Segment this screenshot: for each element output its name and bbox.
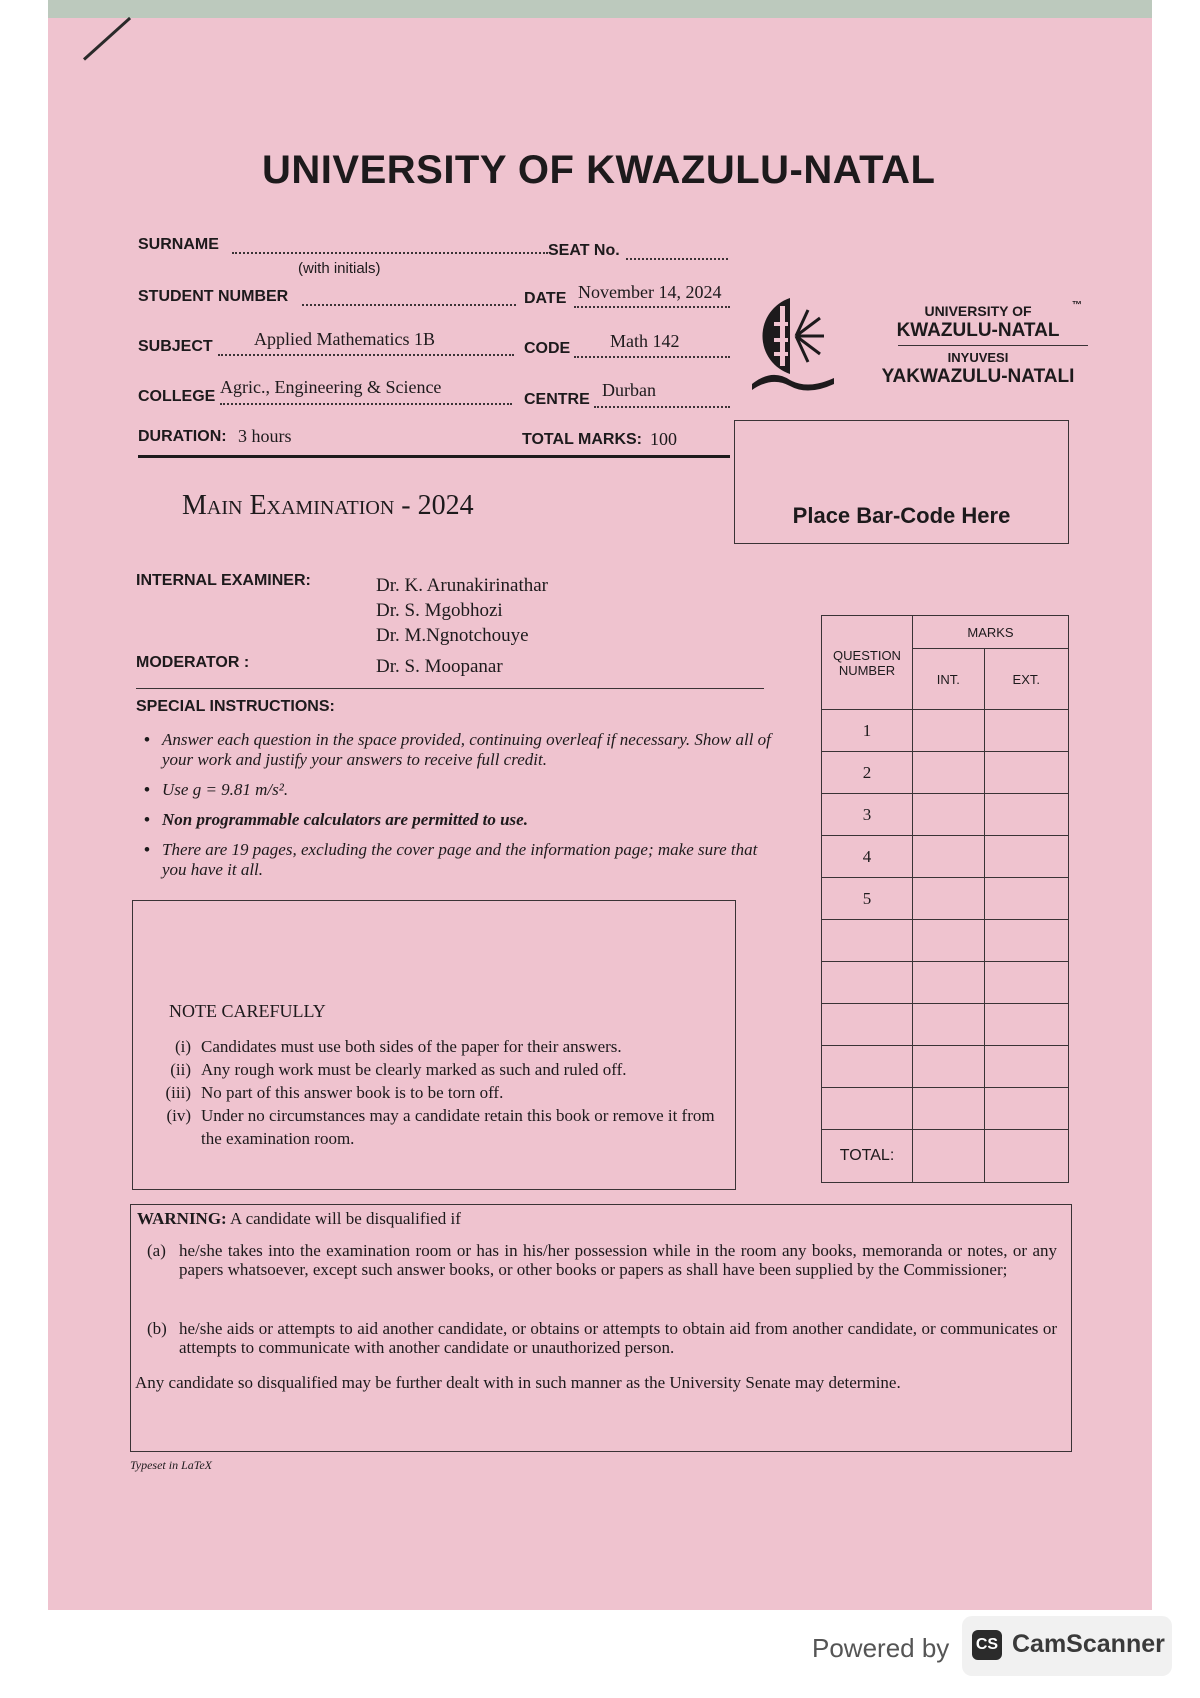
- subject-label: SUBJECT: [138, 338, 213, 355]
- int-header: INT.: [913, 649, 985, 710]
- table-row: [822, 878, 1069, 920]
- examiner-name: Dr. M.Ngnotchouye: [376, 625, 529, 646]
- question-number: 1: [822, 710, 913, 752]
- int-mark-cell: [913, 1088, 985, 1130]
- ext-mark-cell: [984, 962, 1068, 1004]
- student-number-label: STUDENT NUMBER: [138, 288, 289, 305]
- int-mark-cell: [913, 962, 985, 1004]
- ext-mark-cell: [984, 794, 1068, 836]
- scan-top-strip: [48, 0, 1152, 18]
- int-mark-cell: [913, 1004, 985, 1046]
- date-field: [574, 306, 730, 308]
- duration-value: 3 hours: [238, 426, 292, 446]
- total-row: [822, 1130, 1069, 1183]
- logo-line4: YAKWAZULU-NATALI: [881, 366, 1075, 387]
- warning-text: he/she takes into the examination room or has in his/her possession while in the room any books, memoranda or notes, or any papers whatsoever, except such answer books, or other books or papers as shall have been supplied by the Commissioner;: [179, 1241, 1057, 1279]
- seat-field: [626, 258, 728, 260]
- question-number: 5: [822, 878, 913, 920]
- barcode-box: [734, 420, 1069, 544]
- ext-mark-cell: [984, 1088, 1068, 1130]
- total-label: TOTAL:: [822, 1130, 913, 1183]
- examiner-rule: [136, 688, 764, 689]
- ext-header: EXT.: [984, 649, 1068, 710]
- question-number: 3: [822, 794, 913, 836]
- question-number: [822, 920, 913, 962]
- table-row: [822, 1046, 1069, 1088]
- surname-field: [232, 252, 548, 254]
- int-mark-cell: [913, 794, 985, 836]
- surname-sublabel: (with initials): [298, 260, 381, 277]
- logo-line1: UNIVERSITY OF: [924, 303, 1032, 319]
- ext-total-cell: [984, 1130, 1068, 1183]
- table-row: [822, 920, 1069, 962]
- note-title: NOTE CAREFULLY: [169, 1001, 326, 1021]
- note-text: Any rough work must be clearly marked as such and ruled off.: [201, 1060, 627, 1079]
- note-num: (iii): [165, 1083, 191, 1102]
- exam-cover-page: [48, 0, 1152, 1610]
- table-row: [822, 752, 1069, 794]
- student-number-field: [302, 304, 516, 306]
- note-item: [145, 1081, 723, 1104]
- instruction-item: • Non programmable calculators are permitted to use.: [136, 810, 786, 830]
- note-list: [145, 1035, 723, 1150]
- duration-label: DURATION:: [138, 428, 227, 445]
- table-row: [822, 962, 1069, 1004]
- int-mark-cell: [913, 752, 985, 794]
- camscanner-logo-icon: CS: [972, 1630, 1002, 1660]
- barcode-label: Place Bar-Code Here: [792, 503, 1011, 528]
- question-number: [822, 1004, 913, 1046]
- ext-mark-cell: [984, 878, 1068, 920]
- warning-title: WARNING:: [137, 1209, 227, 1228]
- internal-examiner-label: INTERNAL EXAMINER:: [136, 572, 311, 589]
- ext-mark-cell: [984, 752, 1068, 794]
- table-row: [822, 710, 1069, 752]
- ext-mark-cell: [984, 1046, 1068, 1088]
- centre-field: [594, 406, 730, 408]
- question-number: 4: [822, 836, 913, 878]
- internal-examiner-names: [376, 573, 548, 648]
- total-marks-value: 100: [650, 429, 677, 449]
- note-text: Candidates must use both sides of the paper for their answers.: [201, 1037, 622, 1056]
- int-mark-cell: [913, 710, 985, 752]
- table-row: [822, 1004, 1069, 1046]
- marks-header: MARKS: [913, 616, 1069, 649]
- int-total-cell: [913, 1130, 985, 1183]
- date-value: November 14, 2024: [578, 282, 722, 302]
- centre-value: Durban: [602, 380, 656, 400]
- logo-tm: ™: [1072, 300, 1082, 311]
- pen-mark: [83, 17, 131, 61]
- note-item: [145, 1058, 723, 1081]
- question-number: [822, 1088, 913, 1130]
- typeset-note: Typeset in LaTeX: [130, 1458, 213, 1472]
- college-label: COLLEGE: [138, 388, 216, 405]
- warning-text: he/she aids or attempts to aid another candidate, or obtains or attempts to obtain aid from another candidate, or communicates or attempts to communicate with another candidate or unauthorized person.: [179, 1319, 1057, 1357]
- note-item: [145, 1035, 723, 1058]
- logo-line3: INYUVESI: [947, 350, 1009, 365]
- marks-table: [821, 615, 1069, 1183]
- header-rule: [138, 455, 730, 458]
- note-num: (i): [174, 1037, 191, 1056]
- instruction-item: • There are 19 pages, excluding the cover page and the information page; make sure that you have it all.: [136, 840, 786, 880]
- question-number: 2: [822, 752, 913, 794]
- ext-mark-cell: [984, 710, 1068, 752]
- surname-label: SURNAME: [138, 236, 219, 253]
- warning-item: [147, 1241, 1057, 1279]
- note-text: Under no circumstances may a candidate retain this book or remove it from the examination room.: [201, 1106, 715, 1148]
- table-row: [822, 794, 1069, 836]
- subject-field: [218, 354, 514, 356]
- table-row: [822, 1088, 1069, 1130]
- question-number: [822, 962, 913, 1004]
- int-mark-cell: [913, 836, 985, 878]
- instruction-item: • Answer each question in the space provided, continuing overleaf if necessary. Show all of your work and justify your answers to receive full credit.: [136, 730, 786, 770]
- warning-box: [130, 1204, 1072, 1452]
- code-value: Math 142: [610, 331, 680, 351]
- college-value: Agric., Engineering & Science: [220, 377, 442, 397]
- ext-mark-cell: [984, 920, 1068, 962]
- logo-line2: KWAZULU-NATAL: [896, 320, 1060, 341]
- question-number-header: QUESTION NUMBER: [822, 616, 913, 710]
- centre-label: CENTRE: [524, 391, 590, 408]
- logo-divider: [898, 345, 1088, 346]
- ukzn-logo-icon: [750, 292, 836, 392]
- instruction-item: • Use g = 9.81 m/s².: [136, 780, 786, 800]
- code-field: [574, 356, 730, 358]
- ext-mark-cell: [984, 836, 1068, 878]
- examiner-name: Dr. S. Mgobhozi: [376, 600, 503, 621]
- moderator-label: MODERATOR :: [136, 654, 250, 671]
- warning-item: [147, 1319, 1057, 1357]
- int-mark-cell: [913, 920, 985, 962]
- total-marks-label: TOTAL MARKS:: [522, 431, 642, 448]
- note-box: [132, 900, 736, 1190]
- camscanner-badge: [962, 1616, 1172, 1676]
- college-field: [220, 403, 512, 405]
- exam-title: Main Examination - 2024: [182, 490, 474, 521]
- table-row: [822, 836, 1069, 878]
- warning-num: (b): [147, 1319, 167, 1338]
- date-label: DATE: [524, 290, 567, 307]
- moderator-name: Dr. S. Moopanar: [376, 656, 503, 677]
- subject-value: Applied Mathematics 1B: [254, 329, 435, 349]
- note-num: (iv): [166, 1106, 191, 1125]
- warning-num: (a): [147, 1241, 166, 1260]
- warning-closing: Any candidate so disqualified may be further dealt with in such manner as the University Senate may determine.: [135, 1373, 901, 1392]
- warning-heading: [137, 1209, 1057, 1228]
- warning-intro: A candidate will be disqualified if: [230, 1209, 461, 1228]
- int-mark-cell: [913, 878, 985, 920]
- question-number: [822, 1046, 913, 1088]
- note-item: [145, 1104, 723, 1150]
- university-title: UNIVERSITY OF KWAZULU-NATAL: [262, 148, 936, 192]
- note-num: (ii): [170, 1060, 191, 1079]
- special-instructions-list: [136, 730, 786, 890]
- ext-mark-cell: [984, 1004, 1068, 1046]
- note-text: No part of this answer book is to be torn off.: [201, 1083, 504, 1102]
- code-label: CODE: [524, 340, 571, 357]
- special-instructions-title: SPECIAL INSTRUCTIONS:: [136, 698, 335, 715]
- int-mark-cell: [913, 1046, 985, 1088]
- powered-by-text: Powered by: [812, 1633, 950, 1663]
- seat-label: SEAT No.: [548, 242, 620, 259]
- examiner-name: Dr. K. Arunakirinathar: [376, 575, 549, 596]
- camscanner-brand: CamScanner: [1012, 1630, 1165, 1658]
